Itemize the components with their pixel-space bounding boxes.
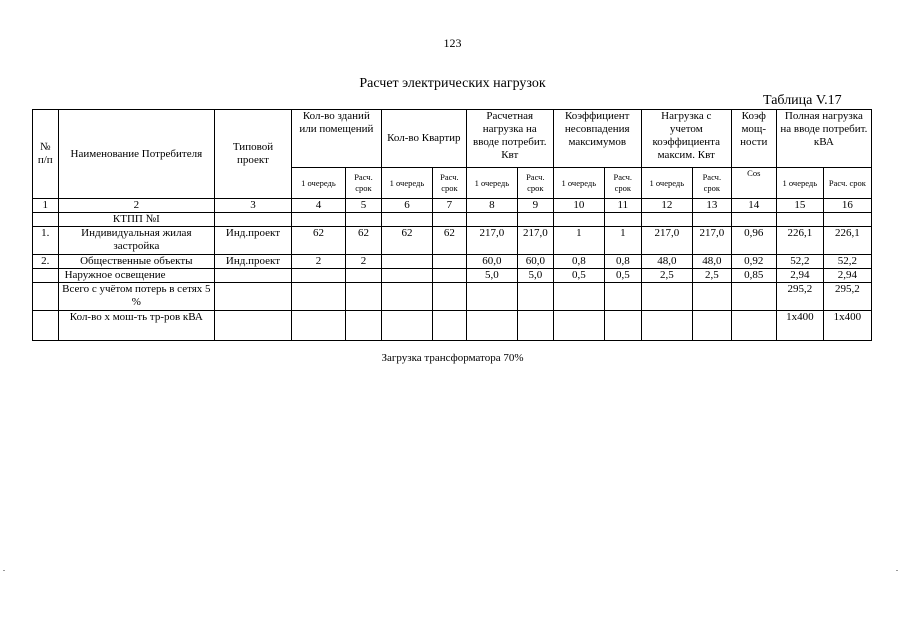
page-number: 123 bbox=[443, 36, 462, 50]
table-cell bbox=[381, 269, 432, 283]
table-cell bbox=[433, 311, 467, 341]
table-cell bbox=[381, 255, 432, 269]
table-cell bbox=[641, 311, 692, 341]
table-cell: 60,0 bbox=[517, 255, 553, 269]
table-row bbox=[33, 213, 872, 227]
scan-mark bbox=[896, 570, 898, 571]
table-cell bbox=[346, 213, 382, 227]
table-row bbox=[33, 227, 872, 255]
table-cell: 1 bbox=[604, 227, 641, 255]
col-number: 2 bbox=[58, 199, 215, 213]
table-cell: 62 bbox=[381, 227, 432, 255]
table-cell bbox=[215, 213, 292, 227]
header-buildings: Кол-во зданий или помещений bbox=[291, 110, 381, 168]
table-cell bbox=[517, 213, 553, 227]
table-cell bbox=[823, 213, 871, 227]
table-cell bbox=[346, 283, 382, 311]
table-cell bbox=[692, 283, 731, 311]
table-cell: 48,0 bbox=[641, 255, 692, 269]
col-number: 13 bbox=[692, 199, 731, 213]
table-cell: 62 bbox=[433, 227, 467, 255]
table-cell bbox=[731, 311, 776, 341]
table-cell: 217,0 bbox=[692, 227, 731, 255]
col-number: 7 bbox=[433, 199, 467, 213]
table-cell: 2 bbox=[291, 255, 345, 269]
table-cell: 1х400 bbox=[823, 311, 871, 341]
header-calc-load: Расчетная нагрузка на вводе потребит. Квт bbox=[466, 110, 553, 168]
table-cell bbox=[33, 213, 59, 227]
table-cell bbox=[604, 213, 641, 227]
table-cell bbox=[291, 283, 345, 311]
header-coef-max: Коэффициент несовпадения максимумов bbox=[553, 110, 641, 168]
table-cell bbox=[466, 311, 517, 341]
table-cell: 217,0 bbox=[517, 227, 553, 255]
col-number: 9 bbox=[517, 199, 553, 213]
table-row bbox=[33, 311, 872, 341]
table-cell bbox=[346, 311, 382, 341]
col-number: 4 bbox=[291, 199, 345, 213]
subheader-calc: Расч. срок bbox=[604, 168, 641, 199]
table-cell: 48,0 bbox=[692, 255, 731, 269]
table-cell: 295,2 bbox=[823, 283, 871, 311]
table-cell bbox=[433, 269, 467, 283]
table-cell bbox=[553, 311, 604, 341]
table-cell bbox=[553, 213, 604, 227]
row-name-cell: Индивидуальная жилая застройка bbox=[58, 227, 215, 255]
col-number: 6 bbox=[381, 199, 432, 213]
footer-note: Загрузка трансформатора 70% bbox=[381, 352, 524, 364]
table-cell bbox=[346, 269, 382, 283]
subheader-calc: Расч. срок bbox=[692, 168, 731, 199]
table-cell bbox=[692, 311, 731, 341]
table-cell: 62 bbox=[346, 227, 382, 255]
subheader-first: 1 очередь bbox=[291, 168, 345, 199]
table-cell: 217,0 bbox=[641, 227, 692, 255]
table-cell bbox=[466, 283, 517, 311]
subheader-cos: Cos bbox=[731, 168, 776, 199]
table-cell: 0,96 bbox=[731, 227, 776, 255]
subheader-calc: Расч. срок bbox=[346, 168, 382, 199]
row-name-cell: Общественные объекты bbox=[58, 255, 215, 269]
col-number: 3 bbox=[215, 199, 292, 213]
header-coef-power: Коэф мощ- ности bbox=[731, 110, 776, 168]
table-title: Расчет электрических нагрузок bbox=[359, 76, 546, 91]
table-cell bbox=[215, 311, 292, 341]
col-number: 16 bbox=[823, 199, 871, 213]
table-cell: 217,0 bbox=[466, 227, 517, 255]
table-cell bbox=[33, 311, 59, 341]
table-cell bbox=[553, 283, 604, 311]
table-cell: 226,1 bbox=[823, 227, 871, 255]
table-cell bbox=[776, 213, 823, 227]
subheader-first: 1 очередь bbox=[553, 168, 604, 199]
table-cell: 62 bbox=[291, 227, 345, 255]
table-cell bbox=[215, 269, 292, 283]
row-name-cell: КТПП №I bbox=[58, 213, 215, 227]
table-cell bbox=[291, 269, 345, 283]
subheader-first: 1 очередь bbox=[466, 168, 517, 199]
header-project: Типовой проект bbox=[215, 110, 292, 199]
col-number: 1 bbox=[33, 199, 59, 213]
table-cell bbox=[641, 283, 692, 311]
table-cell bbox=[33, 283, 59, 311]
table-cell: 52,2 bbox=[776, 255, 823, 269]
header-num: № п/п bbox=[33, 110, 59, 199]
col-number: 10 bbox=[553, 199, 604, 213]
subheader-first: 1 очередь bbox=[381, 168, 432, 199]
table-row bbox=[33, 269, 872, 283]
col-number: 8 bbox=[466, 199, 517, 213]
header-name: Наименование Потребителя bbox=[58, 110, 215, 199]
col-number: 5 bbox=[346, 199, 382, 213]
table-cell bbox=[731, 283, 776, 311]
table-cell: 226,1 bbox=[776, 227, 823, 255]
table-cell bbox=[291, 213, 345, 227]
row-name-cell: Кол-во х мош-ть тр-ров кВА bbox=[58, 311, 215, 341]
table-cell: 0,8 bbox=[604, 255, 641, 269]
table-cell: 2,5 bbox=[692, 269, 731, 283]
table-cell bbox=[731, 213, 776, 227]
row-name-cell: Всего с учётом потерь в сетях 5 % bbox=[58, 283, 215, 311]
table-cell bbox=[381, 311, 432, 341]
table-cell: 2,94 bbox=[823, 269, 871, 283]
table-cell bbox=[433, 283, 467, 311]
table-cell: Инд.проект bbox=[215, 255, 292, 269]
col-number: 14 bbox=[731, 199, 776, 213]
table-cell bbox=[604, 283, 641, 311]
table-cell: 2 bbox=[346, 255, 382, 269]
table-cell bbox=[291, 311, 345, 341]
table-label: Таблица V.17 bbox=[763, 93, 842, 108]
subheader-calc: Расч. срок bbox=[433, 168, 467, 199]
col-number: 11 bbox=[604, 199, 641, 213]
table-cell: 52,2 bbox=[823, 255, 871, 269]
table-cell: 0,85 bbox=[731, 269, 776, 283]
scan-mark bbox=[3, 570, 5, 571]
table-cell: 295,2 bbox=[776, 283, 823, 311]
header-full-load: Полная нагрузка на вводе потребит. кВА bbox=[776, 110, 871, 168]
table-body bbox=[33, 213, 872, 341]
table-cell: 2,94 bbox=[776, 269, 823, 283]
table-cell bbox=[33, 269, 59, 283]
table-cell: 2,5 bbox=[641, 269, 692, 283]
table-cell: 1. bbox=[33, 227, 59, 255]
table-cell bbox=[517, 283, 553, 311]
table-cell bbox=[215, 283, 292, 311]
table-row bbox=[33, 255, 872, 269]
table-cell: 1х400 bbox=[776, 311, 823, 341]
table-cell: 0,92 bbox=[731, 255, 776, 269]
table-cell: 1 bbox=[553, 227, 604, 255]
row-name-cell: Наружное освещение bbox=[58, 269, 215, 283]
table-cell bbox=[381, 283, 432, 311]
header-load-coef: Нагрузка с учетом коэффициента максим. Квт bbox=[641, 110, 731, 168]
table-cell: 0,5 bbox=[553, 269, 604, 283]
table-cell: 5,0 bbox=[517, 269, 553, 283]
table-cell bbox=[433, 255, 467, 269]
header-apartments: Кол-во Квартир bbox=[381, 110, 466, 168]
subheader-first: 1 очередь bbox=[641, 168, 692, 199]
table-cell: 5,0 bbox=[466, 269, 517, 283]
table-cell: 0,5 bbox=[604, 269, 641, 283]
table-cell: 0,8 bbox=[553, 255, 604, 269]
table-cell: 2. bbox=[33, 255, 59, 269]
table-cell: 60,0 bbox=[466, 255, 517, 269]
table-cell: Инд.проект bbox=[215, 227, 292, 255]
table-cell bbox=[381, 213, 432, 227]
table-cell bbox=[641, 213, 692, 227]
col-number: 15 bbox=[776, 199, 823, 213]
subheader-first: 1 очередь bbox=[776, 168, 823, 199]
table-cell bbox=[692, 213, 731, 227]
col-number: 12 bbox=[641, 199, 692, 213]
table-cell bbox=[517, 311, 553, 341]
table-row bbox=[33, 283, 872, 311]
table-cell bbox=[604, 311, 641, 341]
table-cell bbox=[466, 213, 517, 227]
subheader-calc: Расч. срок bbox=[517, 168, 553, 199]
loads-table bbox=[32, 109, 872, 341]
subheader-calc: Расч. срок bbox=[823, 168, 871, 199]
table-cell bbox=[433, 213, 467, 227]
